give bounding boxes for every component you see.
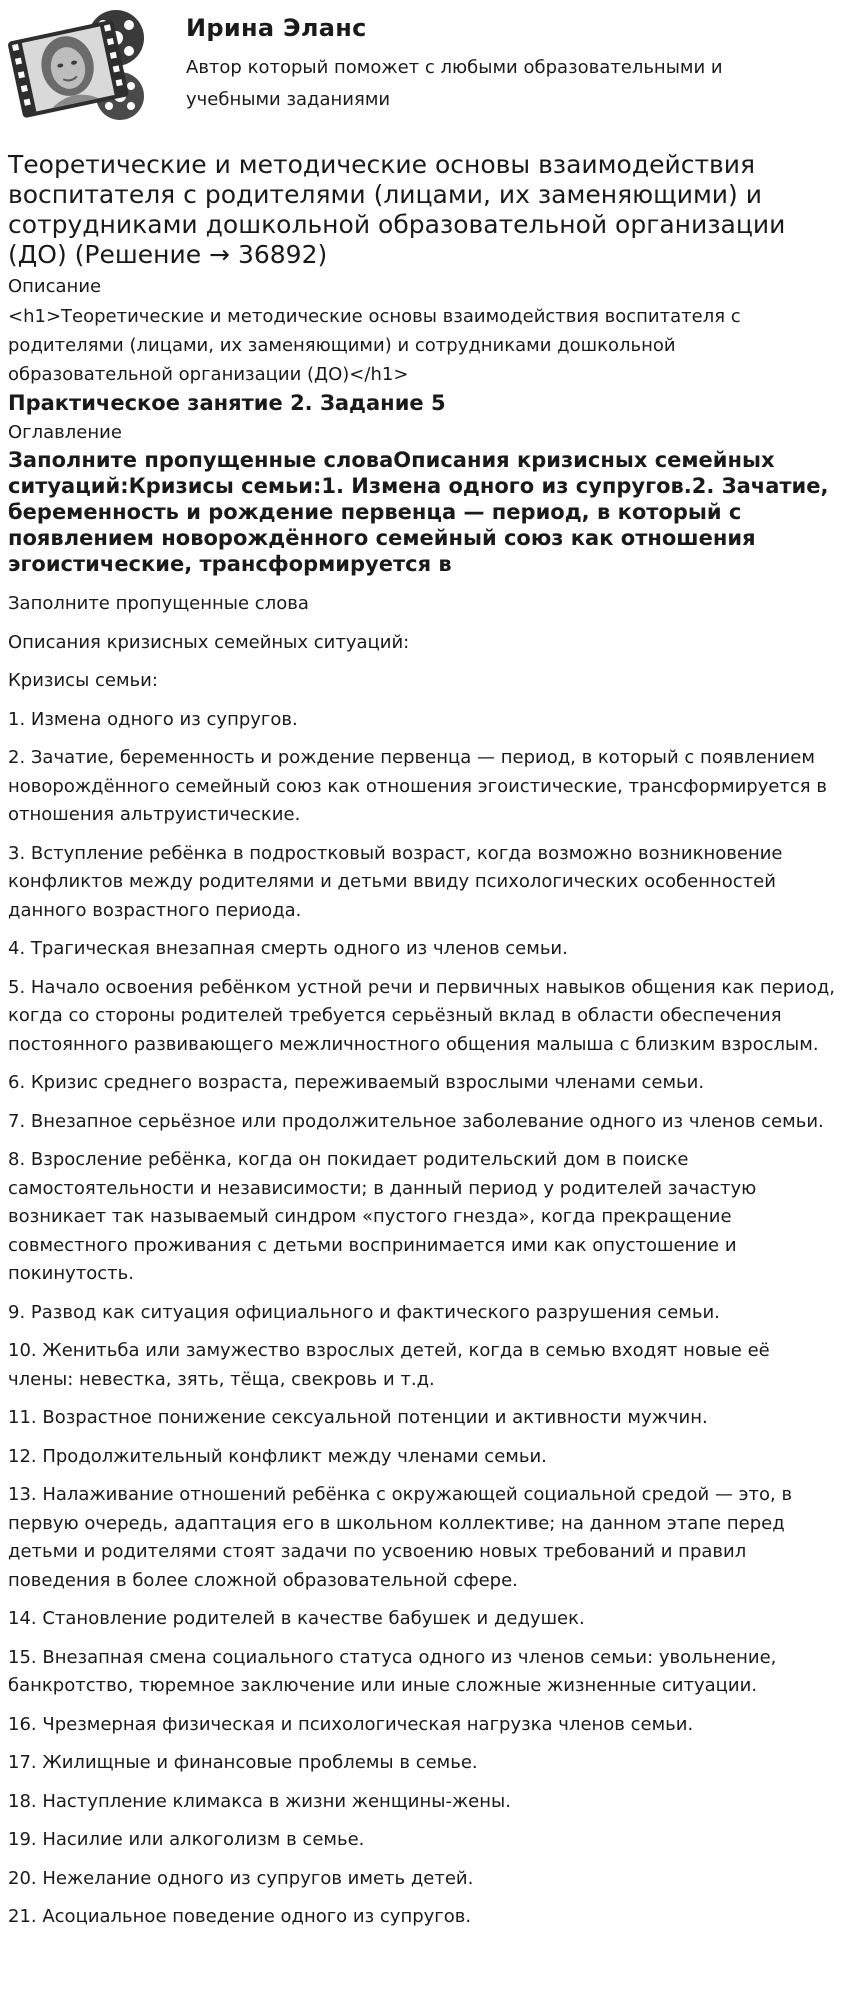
author-name[interactable]: Ирина Эланс [186, 14, 367, 42]
list-item: 19. Насилие или алкоголизм в семье. [8, 1829, 365, 1850]
list-item: 14. Становление родителей в качестве бабушек и дедушек. [8, 1608, 585, 1629]
task-content [8, 590, 838, 1942]
list-item: 18. Наступление климакса в жизни женщины-жены. [8, 1790, 511, 1812]
paragraph: Заполните пропущенные слова [8, 593, 309, 614]
list-item: 11. Возрастное понижение сексуальной потенции и активности мужчин. [8, 1407, 708, 1428]
author-block [8, 8, 838, 128]
list-item: 3. Вступление ребёнка в подростковый возраст, когда возможно возникновение конфликтов между родителями и детьми ввиду психологических особенностей данного возрастного периода. [8, 842, 783, 921]
list-item: 17. Жилищные и финансовые проблемы в семье. [8, 1752, 478, 1773]
list-item: 9. Развод как ситуация официального и фактического разрушения семьи. [8, 1301, 720, 1323]
list-item: 16. Чрезмерная физическая и психологическая нагрузка членов семьи. [8, 1713, 694, 1735]
page-title: Теоретические и методические основы взаимодействия воспитателя с родителями (лицами, их заменяющими) и сотрудниками дошкольной образовательной организации (ДО) (Решение → 36892) [8, 150, 786, 269]
description-text: <h1>Теоретические и методические основы взаимодействия воспитателя с родителями (лицами, их заменяющими) и сотрудниками дошкольной образовательной организации (ДО)</h1> [8, 306, 741, 385]
author-description: Автор который поможет с любыми образовательными и учебными заданиями [186, 57, 723, 110]
description-label: Описание [8, 276, 102, 297]
list-item: 15. Внезапная смена социального статуса одного из членов семьи: увольнение, банкротство, тюремное заключение или иные сложные жизненные ситуации. [8, 1646, 777, 1696]
list-item: 8. Взросление ребёнка, когда он покидает родительский дом в поиске самостоятельности и независимости; в данный период у родителей зачастую возникает так называемый синдром «пустого гнезда», когда прекращение совместного проживания с детьми воспринимается ими как опустошение и покинутость. [8, 1149, 757, 1284]
paragraph: Кризисы семьи: [8, 670, 158, 691]
toc-heading[interactable]: Заполните пропущенные словаОписания кризисных семейных ситуаций:Кризисы семьи:1. Измена одного из супругов.2. Зачатие, беременность и рождение первенца — период, в который с появлением новорождённого семейный союз как отношения эгоистические, трансформируется в [8, 448, 829, 576]
list-item: 2. Зачатие, беременность и рождение первенца — период, в который с появлением новорождённого семейный союз как отношения эгоистические, трансформируется в отношения альтруистические. [8, 747, 827, 825]
paragraph: Описания кризисных семейных ситуаций: [8, 631, 410, 653]
list-item: 1. Измена одного из супругов. [8, 708, 298, 730]
list-item: 7. Внезапное серьёзное или продолжительное заболевание одного из членов семьи. [8, 1110, 824, 1132]
author-avatar [8, 8, 150, 126]
list-item: 20. Нежелание одного из супругов иметь детей. [8, 1867, 474, 1889]
toc-label: Оглавление [8, 422, 122, 443]
list-item: 5. Начало освоения ребёнком устной речи и первичных навыков общения как период, когда со стороны родителей требуется серьёзный вклад в области обеспечения постоянного развивающего межличностного общения малыша с близким взрослым. [8, 976, 836, 1055]
list-item: 21. Асоциальное поведение одного из супругов. [8, 1906, 472, 1927]
list-item: 4. Трагическая внезапная смерть одного из членов семьи. [8, 938, 568, 959]
list-item: 13. Налаживание отношений ребёнка с окружающей социальной средой — это, в первую очередь, адаптация его в школьном коллективе; на данном этапе перед детьми и родителями стоят задачи по усвоению новых требований и правил поведения в более сложной образовательной сфере. [8, 1484, 793, 1591]
list-item: 10. Женитьба или замужество взрослых детей, когда в семью входят новые её члены: невестка, зять, тёща, свекровь и т.д. [8, 1340, 770, 1390]
practice-title: Практическое занятие 2. Задание 5 [8, 391, 446, 415]
list-item: 6. Кризис среднего возраста, переживаемый взрослыми членами семьи. [8, 1072, 705, 1093]
list-item: 12. Продолжительный конфликт между членами семьи. [8, 1445, 547, 1467]
